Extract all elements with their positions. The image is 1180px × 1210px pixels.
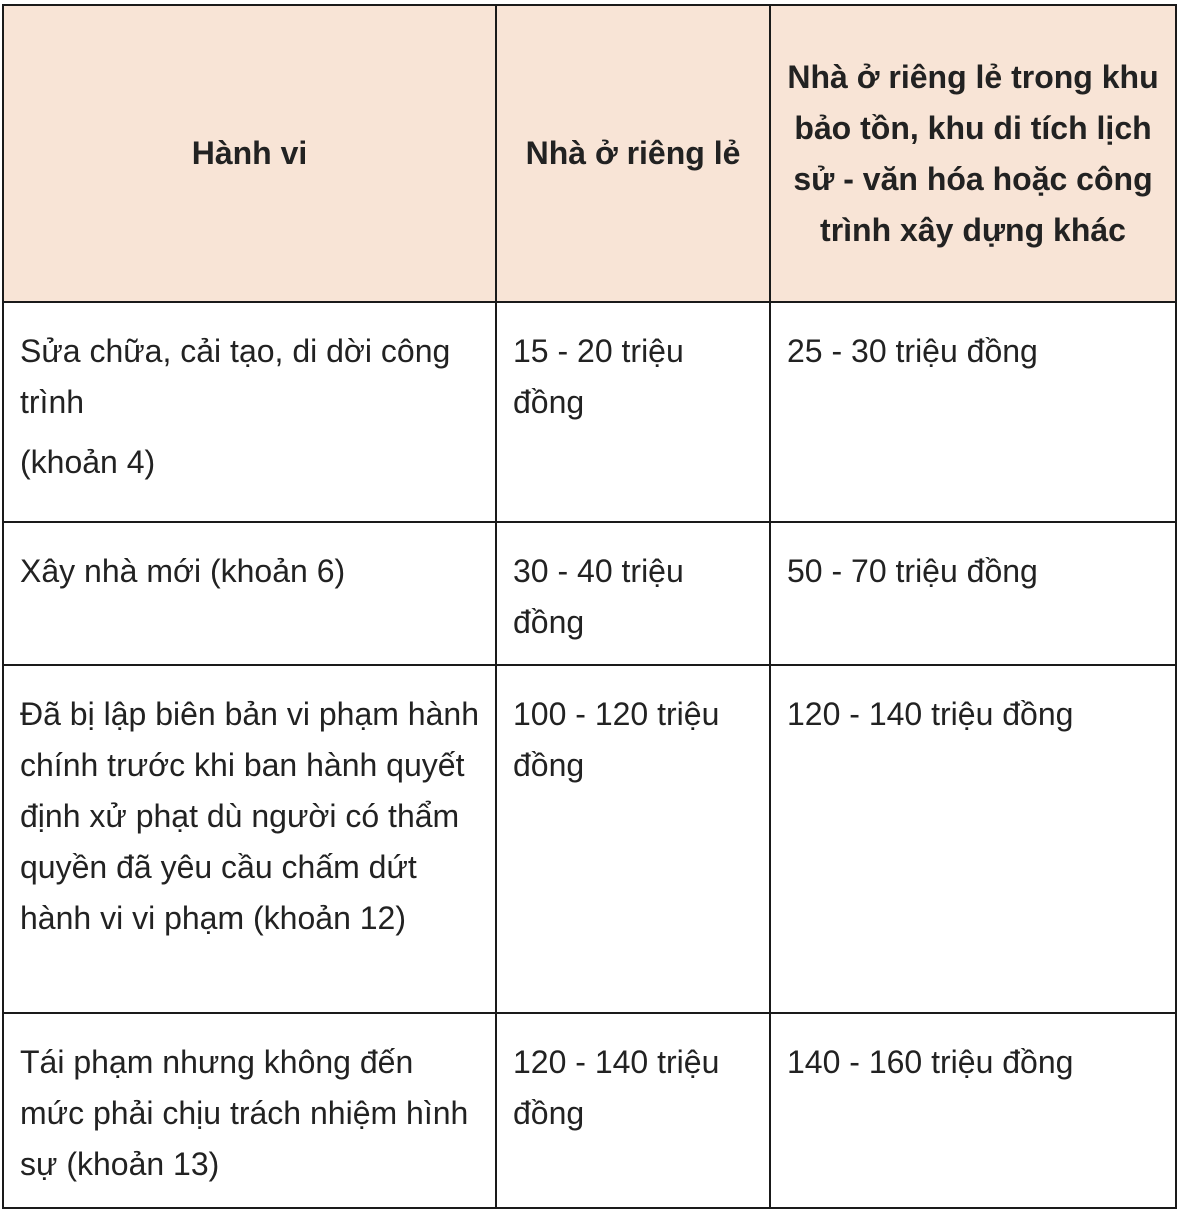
protected-house-fine: 140 - 160 triệu đồng bbox=[770, 1013, 1176, 1208]
behavior-cell: Xây nhà mới (khoản 6) bbox=[3, 522, 496, 665]
table-row bbox=[3, 1013, 1176, 1208]
private-house-fine: 30 - 40 triệu đồng bbox=[496, 522, 770, 665]
table-row bbox=[3, 522, 1176, 665]
header-protected-area-house: Nhà ở riêng lẻ trong khu bảo tồn, khu di tích lịch sử - văn hóa hoặc công trình xây dựng khác bbox=[770, 5, 1176, 302]
table-row bbox=[3, 665, 1176, 1013]
header-behavior: Hành vi bbox=[3, 5, 496, 302]
behavior-cell: Đã bị lập biên bản vi phạm hành chính trước khi ban hành quyết định xử phạt dù người có thẩm quyền đã yêu cầu chấm dứt hành vi vi phạm (khoản 12) bbox=[3, 665, 496, 1013]
behavior-cell bbox=[3, 302, 496, 522]
protected-house-fine: 25 - 30 triệu đồng bbox=[770, 302, 1176, 522]
behavior-note: (khoản 4) bbox=[20, 444, 156, 480]
protected-house-fine: 120 - 140 triệu đồng bbox=[770, 665, 1176, 1013]
protected-house-fine: 50 - 70 triệu đồng bbox=[770, 522, 1176, 665]
private-house-fine: 100 - 120 triệu đồng bbox=[496, 665, 770, 1013]
private-house-fine: 120 - 140 triệu đồng bbox=[496, 1013, 770, 1208]
header-private-house: Nhà ở riêng lẻ bbox=[496, 5, 770, 302]
behavior-text: Sửa chữa, cải tạo, di dời công trình bbox=[20, 333, 451, 420]
table-row bbox=[3, 302, 1176, 522]
table-header-row bbox=[3, 5, 1176, 302]
behavior-cell: Tái phạm nhưng không đến mức phải chịu trách nhiệm hình sự (khoản 13) bbox=[3, 1013, 496, 1208]
penalty-table bbox=[2, 4, 1177, 1209]
private-house-fine: 15 - 20 triệu đồng bbox=[496, 302, 770, 522]
